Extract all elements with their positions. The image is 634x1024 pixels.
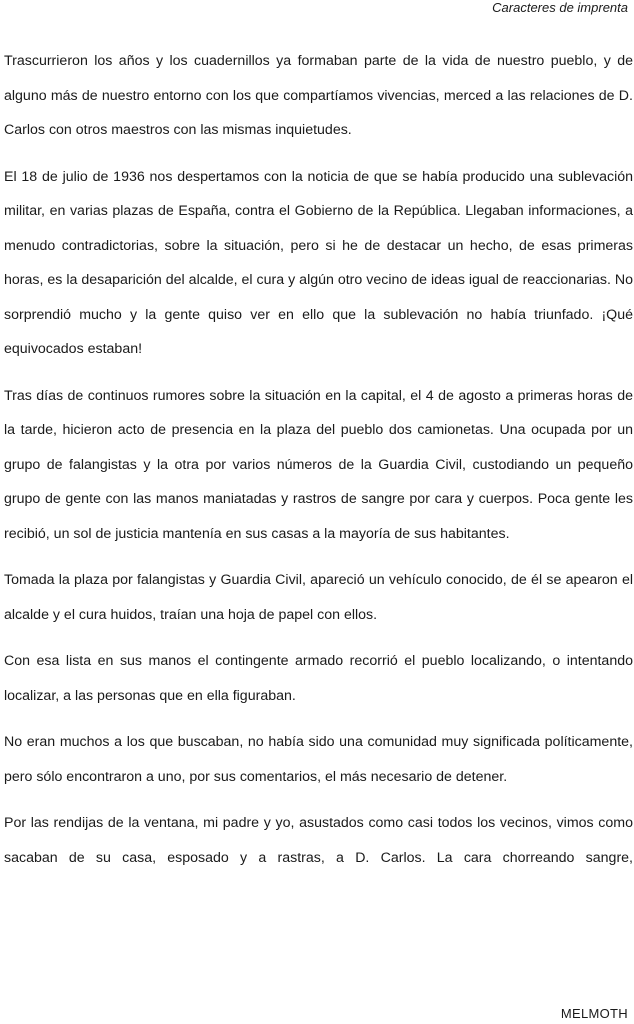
paragraph-6: No eran muchos a los que buscaban, no había sido una comunidad muy significada políticamente, pero sólo encontraron a uno, por sus comentarios, el más necesario de detener. xyxy=(4,734,633,785)
paragraph-4: Tomada la plaza por falangistas y Guardia Civil, apareció un vehículo conocido, de él se apearon el alcalde y el cura huidos, traían una hoja de papel con ellos. xyxy=(4,572,633,623)
running-footer-author: MELMOTH xyxy=(560,1006,628,1021)
running-header-title: Caracteres de imprenta xyxy=(492,0,628,15)
paragraph-3: Tras días de continuos rumores sobre la situación en la capital, el 4 de agosto a primeras horas de la tarde, hicieron acto de presencia en la plaza del pueblo dos camionetas. Una ocupada por un grupo de falangistas y la otra por varios números de la Guardia Civil, custodiando un pequeño grupo de gente con las manos maniatadas y rastros de sangre por cara y cuerpos. Poca gente les recibió, un sol de justicia mantenía en sus casas a la mayoría de sus habitantes. xyxy=(4,387,633,542)
page-body xyxy=(4,44,633,875)
paragraph-5: Con esa lista en sus manos el contingente armado recorrió el pueblo localizando, o intentando localizar, a las personas que en ella figuraban. xyxy=(4,653,633,704)
paragraph-7: Por las rendijas de la ventana, mi padre y yo, asustados como casi todos los vecinos, vimos como sacaban de su casa, esposado y a rastras, a D. Carlos. La cara chorreando sangre, xyxy=(4,815,633,866)
paragraph-1: Trascurrieron los años y los cuadernillos ya formaban parte de la vida de nuestro pueblo, y de alguno más de nuestro entorno con los que compartíamos vivencias, merced a las relaciones de D. Carlos con otros maestros con las mismas inquietudes. xyxy=(4,53,633,138)
paragraph-2: El 18 de julio de 1936 nos despertamos con la noticia de que se había producido una sublevación militar, en varias plazas de España, contra el Gobierno de la República. Llegaban informaciones, a menudo contradictorias, sobre la situación, pero si he de destacar un hecho, de esas primeras horas, es la desaparición del alcalde, el cura y algún otro vecino de ideas igual de reaccionarias. No sorprendió mucho y la gente quiso ver en ello que la sublevación no había triunfado. ¡Qué equivocados estaban! xyxy=(4,168,633,357)
